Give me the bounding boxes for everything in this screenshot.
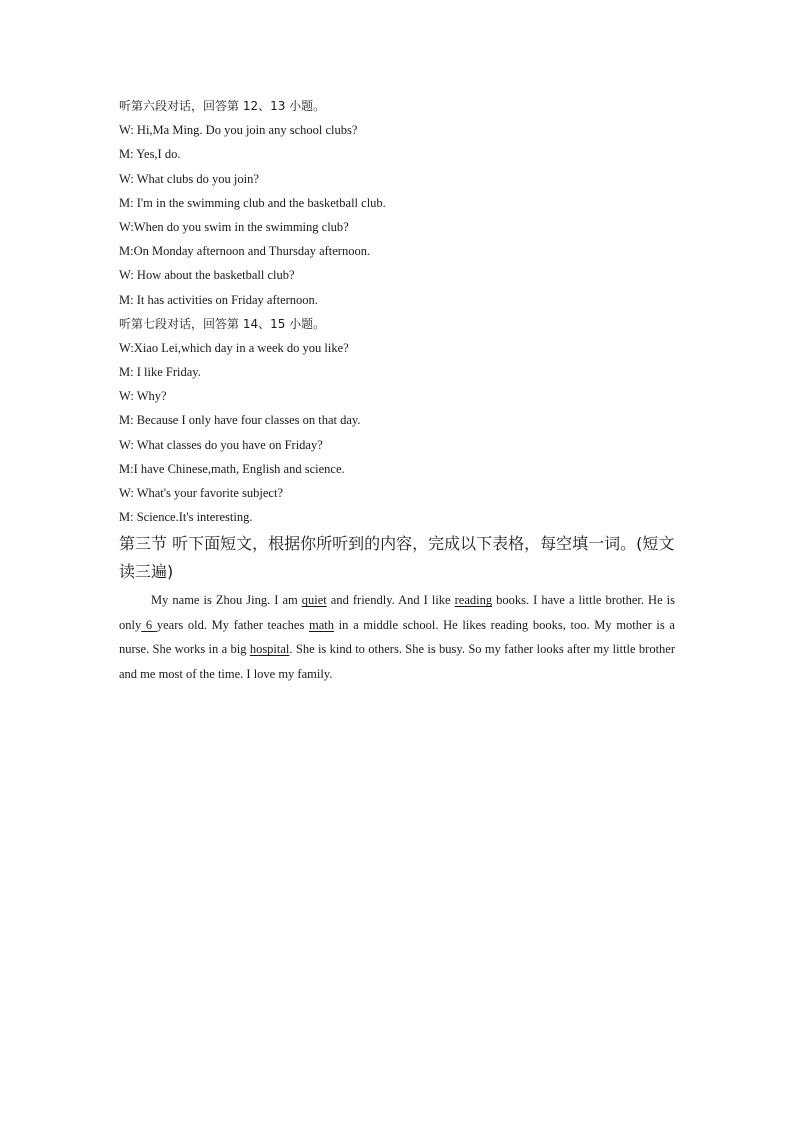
section3-heading-line1: 第三节 听下面短文，根据你所听到的内容，完成以下表格，每空填一词。(短文 [119,534,675,554]
answer-blank-3: 6 [141,617,157,632]
section3-heading-line2: 读三遍) [119,562,174,582]
answer-blank-5: hospital [249,642,290,657]
dialog7-line: M: Science.It's interesting. [119,510,253,525]
listening-passage [119,588,675,686]
passage-text: My name is Zhou Jing. I am [151,593,302,608]
dialog6-line: M: Yes,I do. [119,147,181,162]
answer-blank-2: reading [454,593,493,608]
passage-text: in a middle school. He likes reading books, too. My mother is a nurse. She works in a big [119,617,675,657]
dialog6-line: W: What clubs do you join? [119,171,259,186]
dialog7-line: M: Because I only have four classes on that day. [119,413,361,428]
dialog7-heading: 听第七段对话，回答第 14、15 小题。 [119,316,326,331]
dialog6-line: M: I'm in the swimming club and the basketball club. [119,195,386,210]
passage-text: years old. My father teaches [156,617,309,632]
passage-text: books. I have a little brother. He is only [119,593,675,632]
passage-text: . She is kind to others. She is busy. So my father looks after my little brother and me most of the time. I love my family. [119,642,676,681]
section3-heading [119,530,675,586]
dialog7-line: M:I have Chinese,math, English and science. [119,461,345,476]
dialog7-line: M: I like Friday. [119,365,201,380]
dialog6-line: M:On Monday afternoon and Thursday afternoon. [119,244,371,259]
answer-blank-1: quiet [301,593,327,608]
passage-text: and friendly. And I like [326,593,455,608]
dialog7-line: W:Xiao Lei,which day in a week do you like? [119,340,349,355]
dialog7-line: W: What classes do you have on Friday? [119,437,323,452]
answer-blank-4: math [309,617,334,632]
dialog6-line: W:When do you swim in the swimming club? [119,219,349,234]
dialog6-heading: 听第六段对话，回答第 12、13 小题。 [119,99,326,113]
dialog7-line: W: What's your favorite subject? [119,486,284,500]
dialog6-line: W: Hi,Ma Ming. Do you join any school clubs? [119,123,358,138]
dialog6-line: M: It has activities on Friday afternoon. [119,292,318,307]
document-page [119,94,675,699]
dialog6-line: W: How about the basketball club? [119,268,295,283]
dialog7-line: W: Why? [119,389,167,404]
